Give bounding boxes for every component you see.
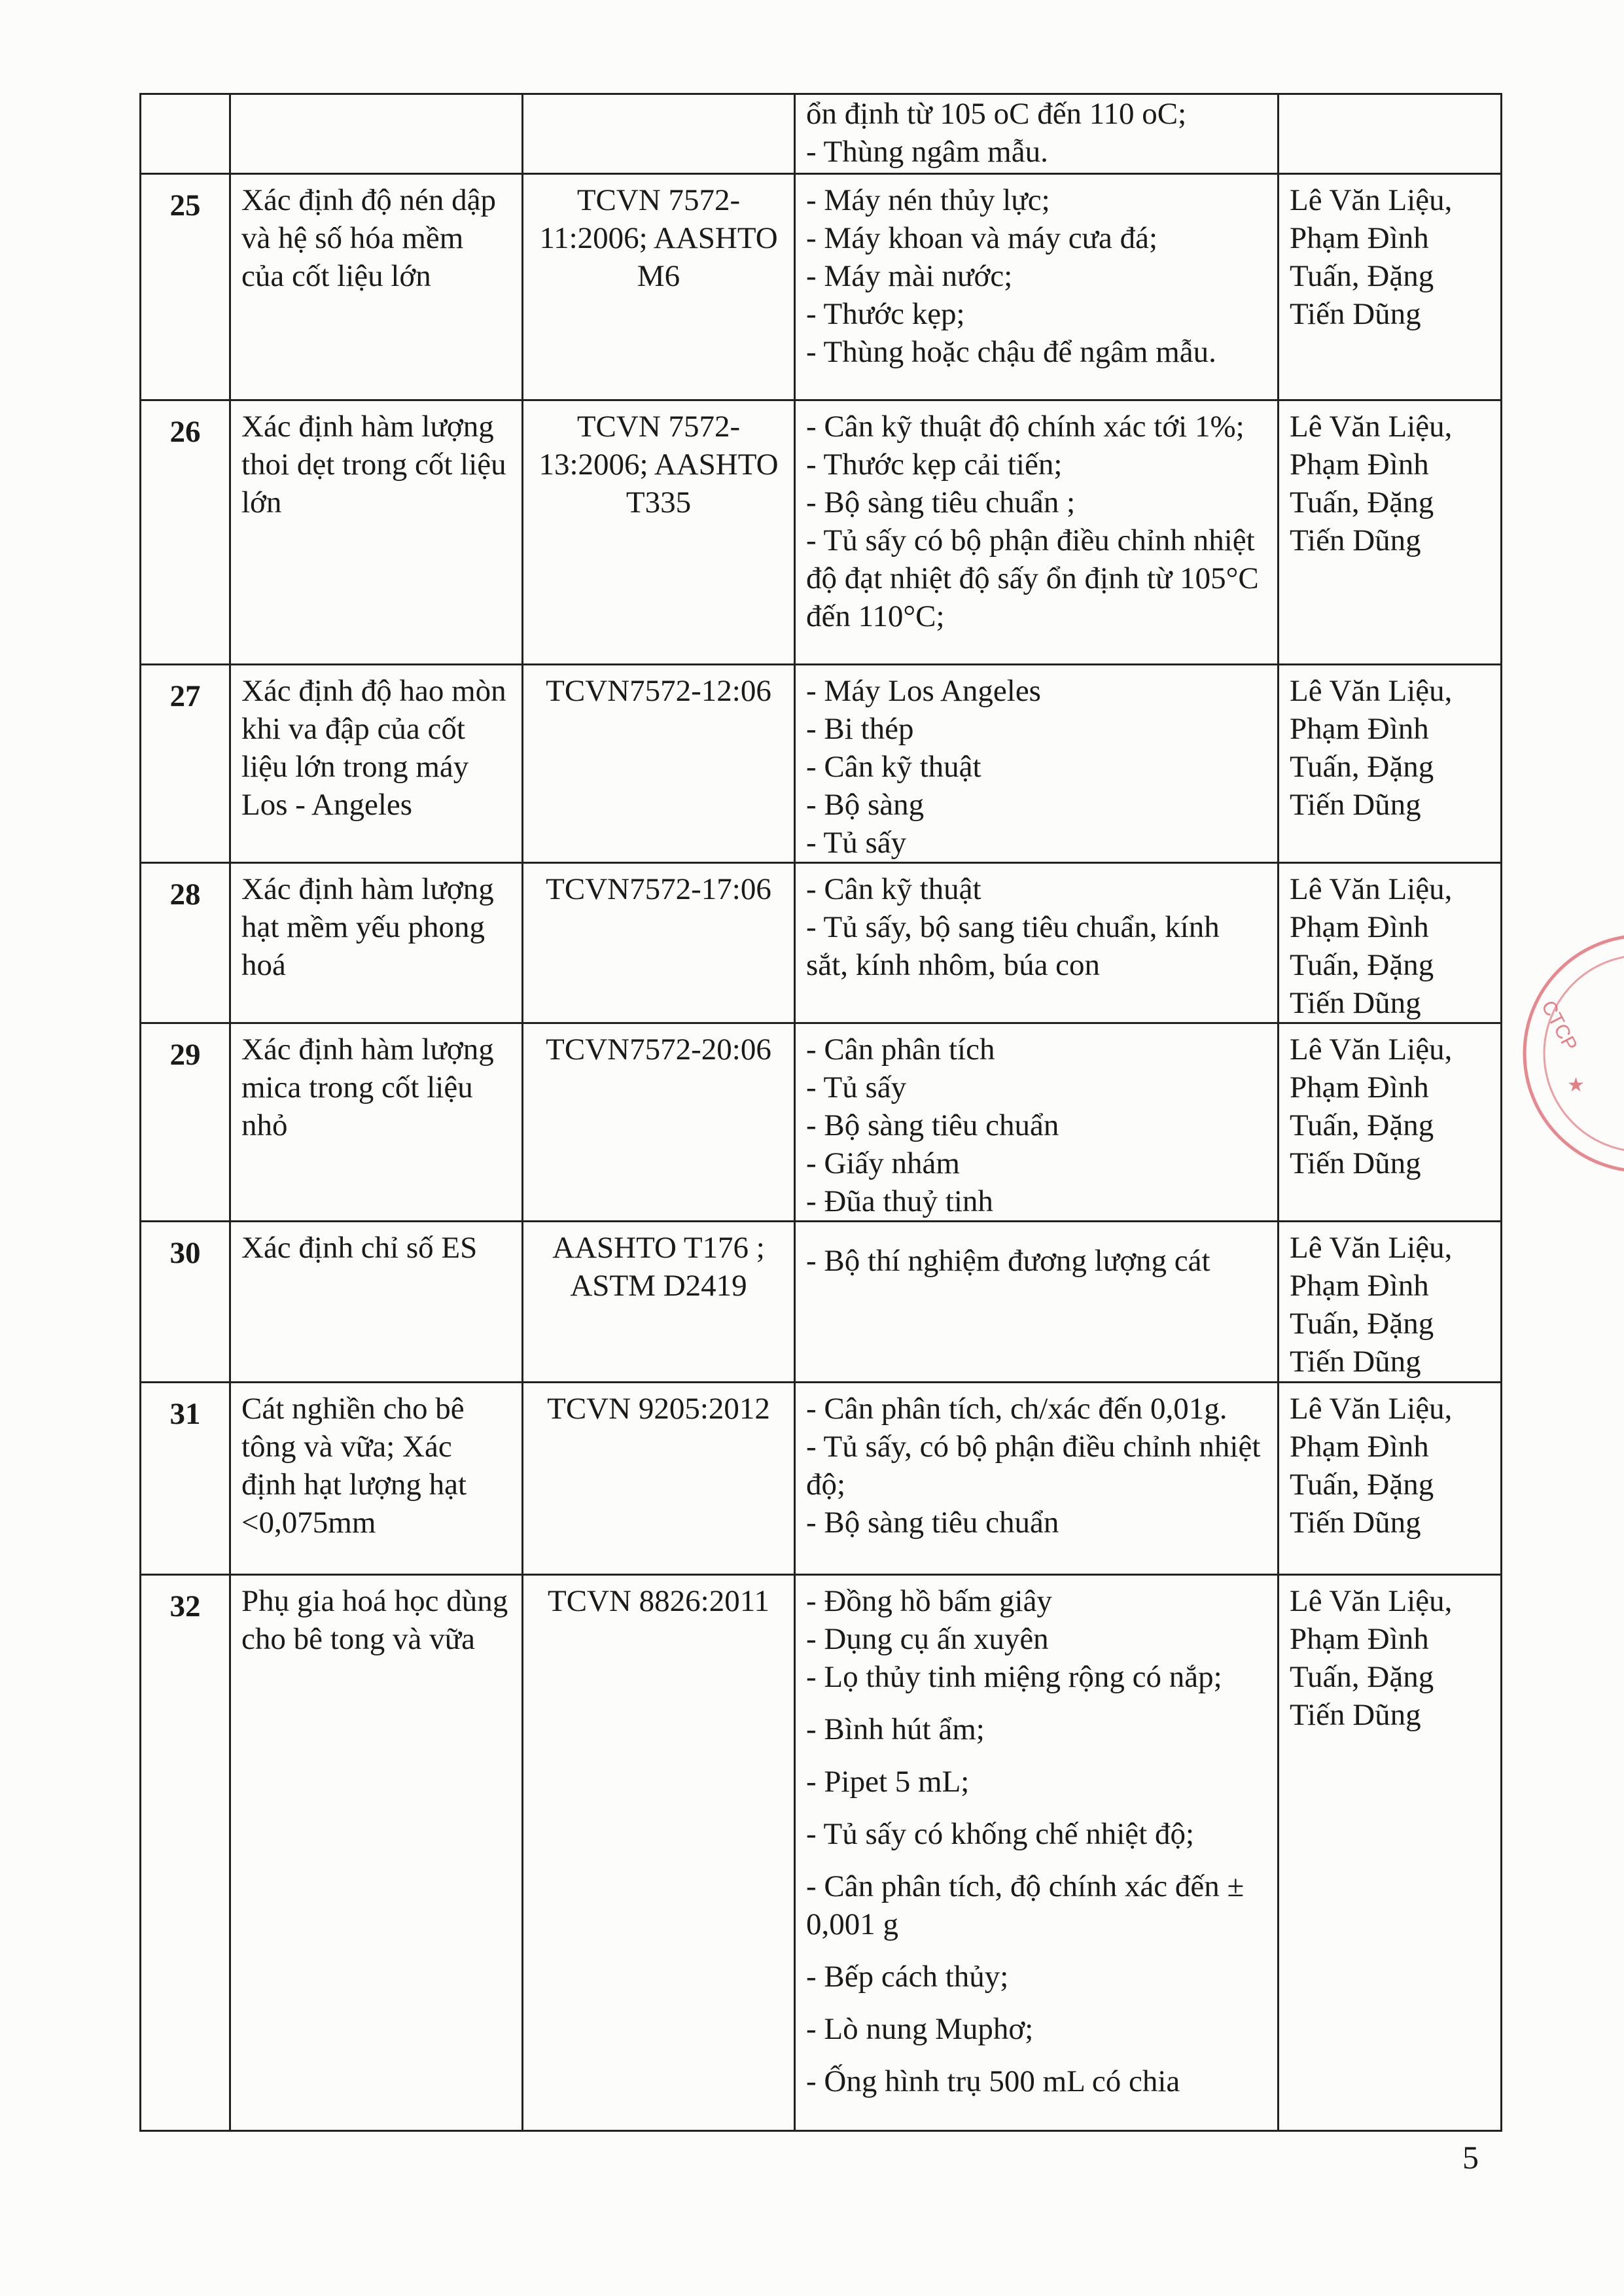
cell-name: Cát nghiền cho bê tông và vữa; Xác định hạt lượng hạt <0,075mm xyxy=(230,1383,523,1575)
table-row xyxy=(141,665,1502,863)
equipment-line: - Lọ thủy tinh miệng rộng có nắp; xyxy=(806,1660,1222,1694)
cell-staff: Lê Văn Liệu, Phạm Đình Tuấn, Đặng Tiến Dũng xyxy=(1279,1222,1502,1383)
equipment-line: - Máy Los Angeles xyxy=(806,674,1041,708)
cell-equipment xyxy=(795,1023,1279,1222)
equipment-line: - Lò nung Muphơ; xyxy=(806,2012,1034,2046)
table-row xyxy=(141,1023,1502,1222)
cell-name: Xác định hàm lượng hạt mềm yếu phong hoá xyxy=(230,863,523,1023)
equipment-line: - Bi thép xyxy=(806,712,914,746)
cell-name xyxy=(230,94,523,174)
cell-staff: Lê Văn Liệu, Phạm Đình Tuấn, Đặng Tiến Dũng xyxy=(1279,1383,1502,1575)
equipment-line: - Bình hút ẩm; xyxy=(806,1712,985,1746)
cell-standard: TCVN7572-20:06 xyxy=(523,1023,795,1222)
cell-name: Xác định độ hao mòn khi va đập của cốt liệu lớn trong máy Los - Angeles xyxy=(230,665,523,863)
equipment-line: - Tủ sấy, có bộ phận điều chỉnh nhiệt độ; xyxy=(806,1430,1261,1502)
equipment-line: - Cân kỹ thuật xyxy=(806,872,981,906)
page-number: 5 xyxy=(1462,2139,1479,2176)
table-row-continued xyxy=(141,94,1502,174)
cell-no xyxy=(141,94,230,174)
cell-standard: TCVN 8826:2011 xyxy=(523,1575,795,2131)
equipment-line: - Đũa thuỷ tinh xyxy=(806,1184,993,1218)
cell-equipment xyxy=(795,1575,1279,2131)
cell-no: 32 xyxy=(141,1575,230,2131)
table-row xyxy=(141,400,1502,665)
equipment-line: - Bộ sàng xyxy=(806,788,925,822)
equipment-line: - Đồng hồ bấm giây xyxy=(806,1584,1052,1618)
cell-staff: Lê Văn Liệu, Phạm Đình Tuấn, Đặng Tiến Dũng xyxy=(1279,400,1502,665)
equipment-line: - Thước kẹp cải tiến; xyxy=(806,448,1063,482)
equipment-line: - Giấy nhám xyxy=(806,1146,960,1180)
cell-standard: TCVN7572-12:06 xyxy=(523,665,795,863)
equipment-line: - Tủ sấy có bộ phận điều chỉnh nhiệt độ đạt nhiệt độ sấy ổn định từ 105°C đến 110°C; xyxy=(806,523,1259,633)
cell-equipment xyxy=(795,400,1279,665)
equipment-line: ổn định từ 105 oC đến 110 oC; xyxy=(806,97,1187,131)
cell-equipment xyxy=(795,94,1279,174)
cell-no: 27 xyxy=(141,665,230,863)
cell-no: 29 xyxy=(141,1023,230,1222)
equipment-line: - Cân phân tích, ch/xác đến 0,01g. xyxy=(806,1392,1227,1426)
seal-text: CTCP xyxy=(1537,997,1581,1055)
equipment-table xyxy=(139,93,1502,2132)
equipment-line: - Bộ sàng tiêu chuẩn xyxy=(806,1506,1059,1540)
cell-staff: Lê Văn Liệu, Phạm Đình Tuấn, Đặng Tiến Dũng xyxy=(1279,174,1502,400)
cell-name: Xác định chỉ số ES xyxy=(230,1222,523,1383)
cell-staff: Lê Văn Liệu, Phạm Đình Tuấn, Đặng Tiến Dũng xyxy=(1279,1575,1502,2131)
cell-standard: TCVN 7572-13:2006; AASHTO T335 xyxy=(523,400,795,665)
cell-no: 30 xyxy=(141,1222,230,1383)
cell-equipment xyxy=(795,1222,1279,1383)
table-row xyxy=(141,863,1502,1023)
cell-equipment xyxy=(795,174,1279,400)
cell-name: Xác định hàm lượng thoi dẹt trong cốt liệu lớn xyxy=(230,400,523,665)
cell-standard: AASHTO T176 ; ASTM D2419 xyxy=(523,1222,795,1383)
equipment-line: - Máy nén thủy lực; xyxy=(806,183,1050,217)
table-row xyxy=(141,1222,1502,1383)
equipment-line: - Bộ sàng tiêu chuẩn xyxy=(806,1108,1059,1142)
equipment-line: - Cân kỹ thuật độ chính xác tới 1%; xyxy=(806,410,1244,444)
equipment-line: - Cân phân tích xyxy=(806,1033,995,1067)
cell-standard: TCVN7572-17:06 xyxy=(523,863,795,1023)
equipment-line: - Bộ sàng tiêu chuẩn ; xyxy=(806,486,1076,520)
equipment-line: - Tủ sấy có khống chế nhiệt độ; xyxy=(806,1817,1195,1851)
equipment-line: - Ống hình trụ 500 mL có chia xyxy=(806,2064,1180,2098)
cell-standard: TCVN 7572-11:2006; AASHTO M6 xyxy=(523,174,795,400)
cell-name: Xác định hàm lượng mica trong cốt liệu nhỏ xyxy=(230,1023,523,1222)
equipment-line: - Cân kỹ thuật xyxy=(806,750,981,784)
equipment-line: - Máy khoan và máy cưa đá; xyxy=(806,221,1158,255)
cell-staff: Lê Văn Liệu, Phạm Đình Tuấn, Đặng Tiến Dũng xyxy=(1279,1023,1502,1222)
seal-star-icon: ★ xyxy=(1567,1074,1585,1097)
equipment-line: - Dụng cụ ấn xuyên xyxy=(806,1622,1049,1656)
equipment-line: - Tủ sấy xyxy=(806,1070,907,1104)
equipment-line: - Máy mài nước; xyxy=(806,259,1013,293)
equipment-line: - Tủ sấy, bộ sang tiêu chuẩn, kính sắt, kính nhôm, búa con xyxy=(806,910,1220,982)
equipment-line: - Thùng hoặc chậu để ngâm mẫu. xyxy=(806,335,1216,369)
equipment-line: - Thùng ngâm mẫu. xyxy=(806,135,1048,169)
table-row xyxy=(141,174,1502,400)
cell-staff: Lê Văn Liệu, Phạm Đình Tuấn, Đặng Tiến Dũng xyxy=(1279,665,1502,863)
cell-staff xyxy=(1279,94,1502,174)
cell-equipment xyxy=(795,1383,1279,1575)
equipment-line: - Bộ thí nghiệm đương lượng cát xyxy=(806,1244,1210,1278)
equipment-line: - Cân phân tích, độ chính xác đến ± 0,001 g xyxy=(806,1869,1244,1941)
cell-no: 31 xyxy=(141,1383,230,1575)
cell-standard xyxy=(523,94,795,174)
equipment-line: - Pipet 5 mL; xyxy=(806,1765,970,1799)
cell-name: Phụ gia hoá học dùng cho bê tong và vữa xyxy=(230,1575,523,2131)
cell-no: 28 xyxy=(141,863,230,1023)
cell-equipment xyxy=(795,863,1279,1023)
equipment-line: - Bếp cách thủy; xyxy=(806,1960,1009,1994)
equipment-line: - Thước kẹp; xyxy=(806,297,965,331)
equipment-line: - Tủ sấy xyxy=(806,826,907,860)
table-row xyxy=(141,1575,1502,2131)
seal-graphic xyxy=(1498,916,1624,1191)
table-row xyxy=(141,1383,1502,1575)
cell-equipment xyxy=(795,665,1279,863)
company-seal xyxy=(1498,916,1624,1191)
cell-name: Xác định độ nén dập và hệ số hóa mềm của cốt liệu lớn xyxy=(230,174,523,400)
cell-staff: Lê Văn Liệu, Phạm Đình Tuấn, Đặng Tiến Dũng xyxy=(1279,863,1502,1023)
cell-standard: TCVN 9205:2012 xyxy=(523,1383,795,1575)
cell-no: 25 xyxy=(141,174,230,400)
cell-no: 26 xyxy=(141,400,230,665)
